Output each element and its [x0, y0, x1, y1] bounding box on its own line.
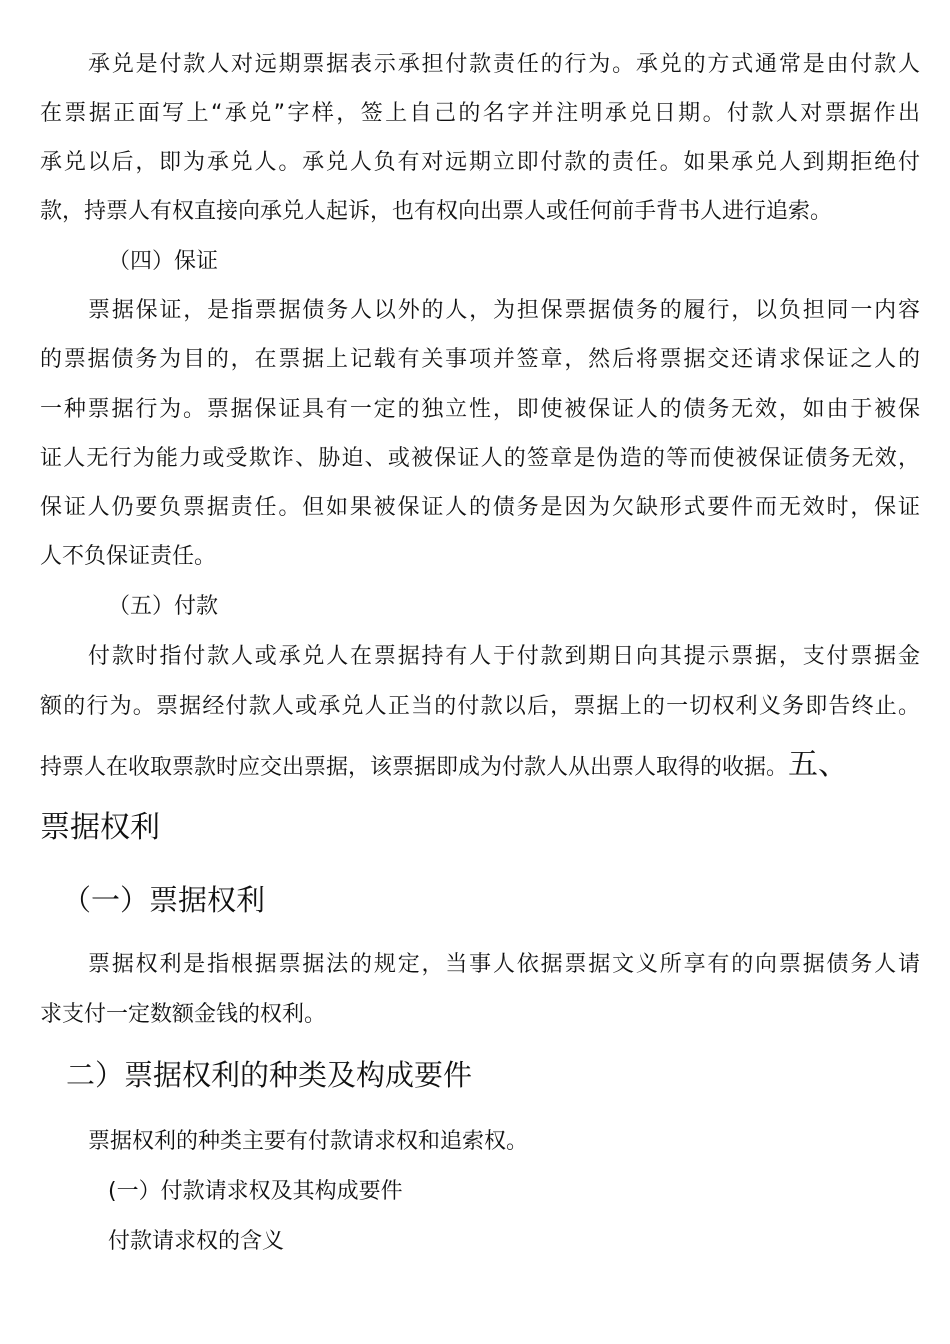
paragraph-line: 证人无行为能力或受欺诈、胁迫、或被保证人的签章是伪造的等而使被保证债务无效，: [40, 446, 920, 471]
section-heading-rights: （一）票据权利: [62, 883, 266, 917]
paragraph-line: 票据权利是指根据票据法的规定，当事人依据票据文义所享有的向票据债务人请: [88, 952, 920, 977]
paragraph-line: 在票据正面写上“承兑”字样，签上自己的名字并注明承兑日期。付款人对票据作出: [40, 101, 920, 126]
section-five-title: 票据权利: [40, 810, 160, 845]
paragraph-line: 人不负保证责任。: [40, 544, 217, 569]
section-five-number: 五、: [788, 747, 849, 782]
paragraph-line: 保证人仍要负票据责任。但如果被保证人的债务是因为欠缺形式要件而无效时，保证: [40, 495, 920, 520]
paragraph-line: 票据保证，是指票据债务人以外的人，为担保票据债务的履行，以负担同一内容: [88, 298, 920, 323]
paragraph-line: 承兑是付款人对远期票据表示承担付款责任的行为。承兑的方式通常是由付款人: [88, 52, 920, 77]
paragraph-line: 票据权利的种类主要有付款请求权和追索权。: [88, 1129, 529, 1154]
paragraph-line: 求支付一定数额金钱的权利。: [40, 1002, 327, 1027]
paragraph-line: 额的行为。票据经付款人或承兑人正当的付款以后，票据上的一切权利义务即告终止。: [40, 694, 920, 719]
paragraph-line: 款，持票人有权直接向承兑人起诉，也有权向出票人或任何前手背书人进行追索。: [40, 199, 833, 224]
paragraph-line: 的票据债务为目的，在票据上记载有关事项并签章，然后将票据交还请求保证之人的: [40, 347, 920, 372]
section-heading-payment: （五）付款: [108, 594, 219, 619]
section-heading-payment-claim: (一）付款请求权及其构成要件: [108, 1179, 403, 1204]
paragraph-line: 一种票据行为。票据保证具有一定的独立性，即使被保证人的债务无效，如由于被保: [40, 397, 920, 422]
paragraph-text: 持票人在收取票款时应交出票据，该票据即成为付款人从出票人取得的收据。: [40, 755, 789, 780]
paragraph-line: 付款时指付款人或承兑人在票据持有人于付款到期日向其提示票据，支付票据金: [88, 644, 920, 669]
paragraph-line: 承兑以后，即为承兑人。承兑人负有对远期立即付款的责任。如果承兑人到期拒绝付: [40, 150, 920, 175]
paragraph-line: [40, 747, 920, 783]
section-heading-guarantee: （四）保证: [108, 249, 219, 274]
section-heading-meaning: 付款请求权的含义: [108, 1229, 285, 1254]
section-heading-types: 二）票据权利的种类及构成要件: [66, 1058, 473, 1092]
